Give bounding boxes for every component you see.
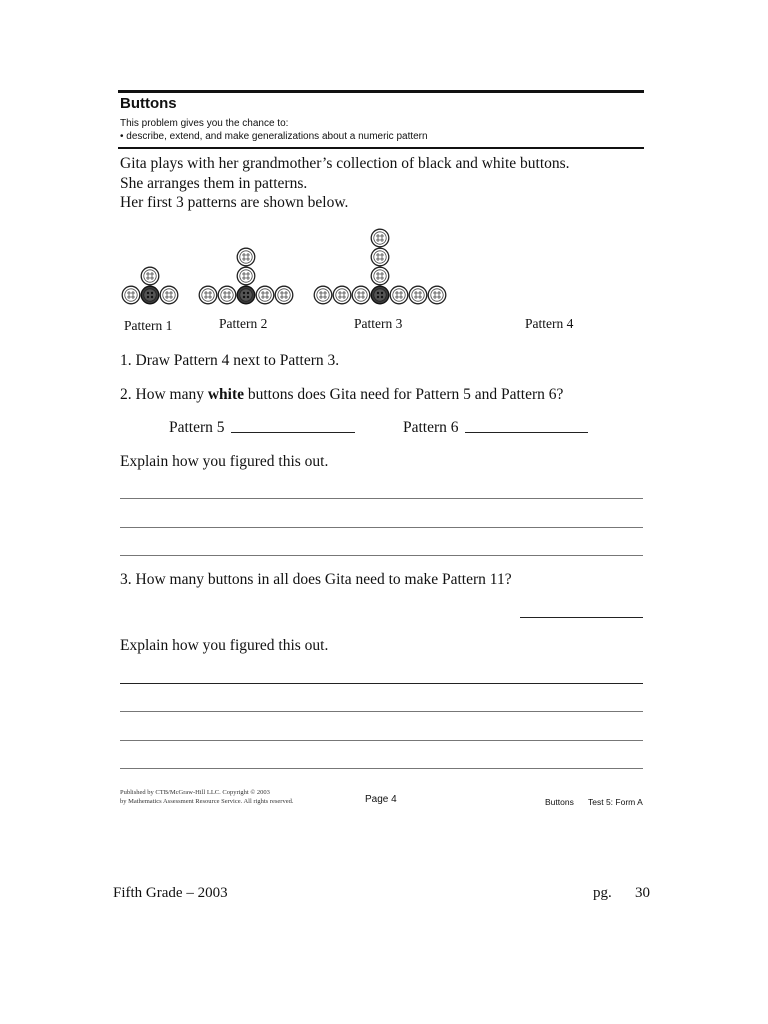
pattern-6-answer-line[interactable]: [465, 432, 588, 433]
copyright-line-2: by Mathematics Assessment Resource Service. All rights reserved.: [120, 798, 294, 805]
pattern-2-buttons: [199, 248, 293, 304]
pattern-1-buttons: [122, 267, 178, 304]
story-line-1: Gita plays with her grandmother’s collection of black and white buttons.: [120, 155, 570, 172]
question-2: [120, 386, 563, 404]
pattern-5-answer-line[interactable]: [231, 432, 355, 433]
explain-1-write-line-2[interactable]: [120, 527, 643, 528]
pg-label: pg.: [593, 885, 612, 901]
pg-number: 30: [635, 885, 650, 901]
pattern-5-label: Pattern 5: [169, 419, 225, 436]
worksheet-topic: Buttons: [545, 797, 574, 807]
question-2-text-start: 2. How many: [120, 386, 208, 403]
pattern-11-answer-line[interactable]: [520, 617, 643, 618]
explain-1-write-line-3[interactable]: [120, 555, 643, 556]
question-2-bold-word: white: [207, 386, 244, 403]
problem-title: Buttons: [120, 95, 177, 112]
worksheet-page-number: Page 4: [365, 794, 397, 805]
question-3: 3. How many buttons in all does Gita need to make Pattern 11?: [120, 571, 512, 588]
intro-text: This problem gives you the chance to:: [120, 118, 289, 129]
explain-2-write-line-4[interactable]: [120, 768, 643, 769]
story-line-3: Her first 3 patterns are shown below.: [120, 194, 349, 211]
explain-prompt-1: Explain how you figured this out.: [120, 453, 329, 470]
question-1: 1. Draw Pattern 4 next to Pattern 3.: [120, 352, 340, 369]
explain-2-write-line-1[interactable]: [120, 683, 643, 684]
question-2-text-end: buttons does Gita need for Pattern 5 and Pattern 6?: [244, 386, 564, 403]
intro-bullet: • describe, extend, and make generalizations about a numeric pattern: [120, 131, 428, 142]
copyright-line-1: Published by CTB/McGraw-Hill LLC. Copyright © 2003: [120, 789, 270, 796]
pattern-1-label: Pattern 1: [124, 318, 173, 333]
pattern-2-label: Pattern 2: [219, 316, 268, 331]
grade-label: Fifth Grade – 2003: [113, 885, 228, 901]
pattern-3-buttons: [314, 229, 446, 304]
pattern-6-label: Pattern 6: [403, 419, 459, 436]
pattern-3-label: Pattern 3: [354, 316, 403, 331]
explain-2-write-line-3[interactable]: [120, 740, 643, 741]
worksheet-test-form: Test 5: Form A: [588, 797, 643, 807]
explain-prompt-2: Explain how you figured this out.: [120, 637, 329, 654]
explain-1-write-line-1[interactable]: [120, 498, 643, 499]
pattern-4-label: Pattern 4: [525, 316, 574, 331]
story-line-2: She arranges them in patterns.: [120, 175, 308, 192]
explain-2-write-line-2[interactable]: [120, 711, 643, 712]
